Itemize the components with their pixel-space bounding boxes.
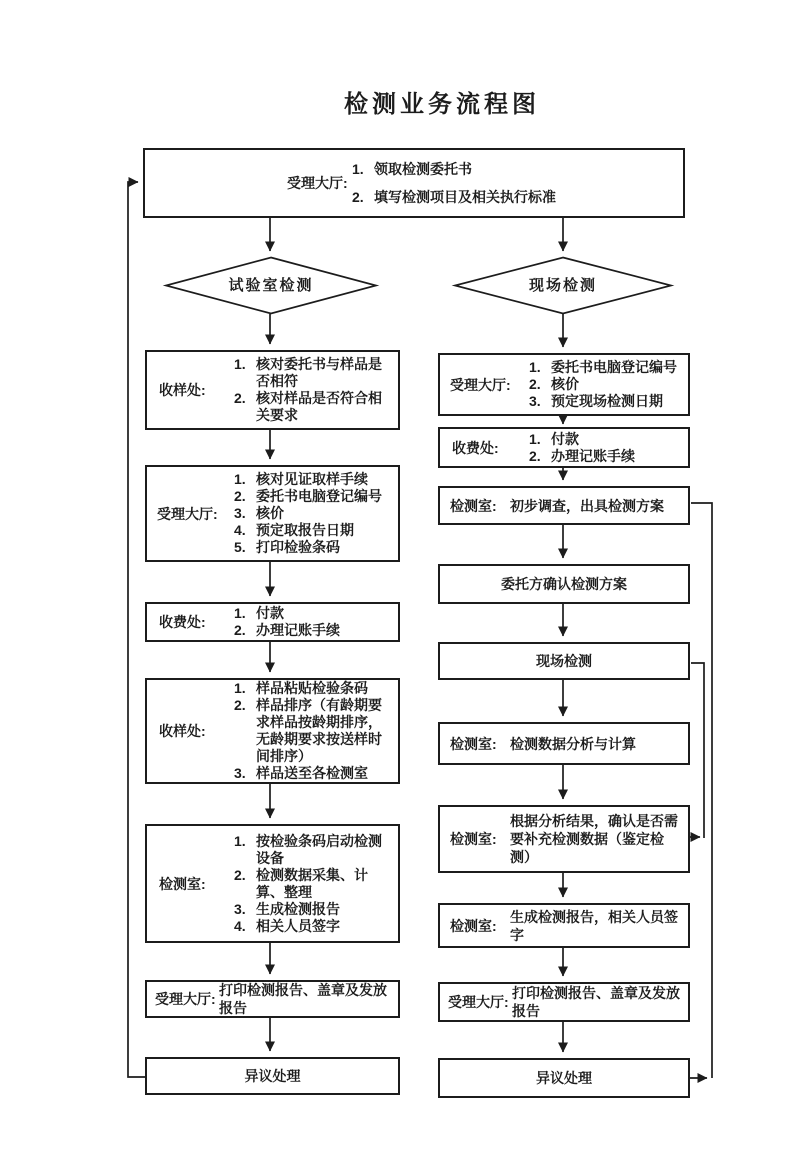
box-label: 收样处: — [159, 723, 206, 739]
item-number: 3. — [529, 393, 541, 409]
step-list — [352, 150, 683, 216]
item-number: 2. — [352, 189, 364, 205]
loop-supplement-line — [691, 663, 704, 838]
flow-step-item — [234, 488, 394, 505]
item-number: 1. — [529, 359, 541, 375]
item-text: 委托书电脑登记编号 — [551, 359, 677, 375]
flow-step-item — [234, 680, 394, 697]
item-text: 填写检测项目及相关执行标准 — [374, 189, 556, 205]
flow-step-item — [234, 471, 394, 488]
step-list — [529, 431, 688, 465]
box-report-issue-left — [145, 980, 400, 1018]
loop-objection-left-to-top — [128, 182, 145, 1077]
box-report-sign — [438, 903, 690, 948]
box-reception-right — [438, 353, 690, 416]
item-number: 2. — [234, 622, 246, 638]
item-number: 2. — [234, 390, 246, 406]
box-label: 收样处: — [159, 382, 206, 398]
step-list — [234, 471, 398, 556]
box-label: 检测室: — [450, 735, 497, 752]
box-label: 受理大厅: — [450, 376, 511, 393]
diamond-label-lab: 试验室检测 — [228, 276, 314, 294]
item-number: 3. — [234, 765, 246, 781]
item-number: 2. — [234, 866, 246, 883]
item-number: 1. — [234, 680, 246, 696]
item-number: 1. — [234, 471, 246, 487]
box-cashier-left — [145, 602, 400, 642]
flow-step-item — [234, 918, 394, 935]
item-text: 预定现场检测日期 — [551, 393, 663, 409]
box-label: 收费处: — [452, 439, 499, 456]
page-title: 检测业务流程图 — [344, 91, 540, 118]
flow-step-item — [352, 160, 679, 178]
flow-step-item — [529, 431, 684, 448]
box-label: 受理大厅: — [155, 991, 216, 1007]
item-text: 委托书电脑登记编号 — [256, 488, 382, 504]
box-text: 打印检测报告、盖章及发放报告 — [219, 982, 387, 1016]
item-text: 核价 — [256, 505, 284, 521]
box-lab-testing — [145, 824, 400, 943]
box-text: 生成检测报告，相关人员签字 — [510, 908, 678, 943]
box-label: 受理大厅: — [287, 175, 348, 191]
step-list — [234, 356, 398, 424]
flow-step-item — [234, 505, 394, 522]
item-text: 核对见证取样手续 — [256, 471, 368, 487]
item-text: 领取检测委托书 — [374, 161, 472, 177]
box-objection-left — [145, 1057, 400, 1095]
item-number: 2. — [529, 447, 541, 464]
flow-step-item — [234, 765, 394, 782]
box-reception-top — [143, 148, 685, 218]
item-number: 4. — [234, 522, 246, 538]
box-text: 委托方确认检测方案 — [501, 576, 627, 592]
box-report-issue-right — [438, 982, 690, 1022]
box-text: 初步调查，出具检测方案 — [510, 497, 664, 514]
item-text: 付款 — [551, 430, 579, 447]
box-text: 现场检测 — [536, 653, 592, 669]
item-text: 样品粘贴检验条码 — [256, 680, 368, 696]
item-text: 样品排序（有龄期要求样品按龄期排序，无龄期要求按送样时间排序） — [256, 697, 382, 764]
item-number: 1. — [352, 161, 364, 177]
item-text: 样品送至各检测室 — [256, 765, 368, 781]
box-preliminary-survey — [438, 486, 690, 525]
item-text: 生成检测报告 — [256, 900, 340, 917]
box-text: 打印检测报告、盖章及发放报告 — [512, 985, 680, 1019]
flow-step-item — [234, 697, 394, 765]
box-label: 检测室: — [450, 497, 497, 514]
box-label: 检测室: — [450, 917, 497, 934]
flow-step-item — [529, 393, 684, 410]
box-field-testing — [438, 642, 690, 680]
flow-step-item — [234, 605, 394, 622]
step-list — [234, 605, 398, 639]
flow-step-item — [234, 901, 394, 918]
box-reception-register — [145, 465, 400, 562]
item-text: 核价 — [551, 376, 579, 392]
item-text: 预定取报告日期 — [256, 522, 354, 538]
item-text: 付款 — [256, 605, 284, 621]
loop-objection-right-line — [691, 503, 712, 1078]
flow-step-item — [529, 376, 684, 393]
box-text: 异议处理 — [244, 1068, 301, 1084]
box-text: 异议处理 — [536, 1070, 592, 1086]
box-text: 根据分析结果，确认是否需要补充检测数据（鉴定检测） — [510, 813, 678, 865]
item-text: 按检验条码启动检测设备 — [256, 832, 382, 866]
flow-step-item — [234, 867, 394, 901]
box-client-confirm — [438, 564, 690, 604]
item-text: 办理记账手续 — [551, 447, 635, 464]
item-number: 1. — [234, 605, 246, 621]
flow-step-item — [234, 833, 394, 867]
box-objection-right — [438, 1058, 690, 1098]
flow-step-item — [529, 359, 684, 376]
item-number: 2. — [234, 697, 246, 713]
flow-step-item — [234, 356, 394, 390]
item-number: 5. — [234, 539, 246, 555]
step-list — [529, 359, 688, 410]
flow-step-item — [234, 622, 394, 639]
item-number: 1. — [234, 832, 246, 849]
item-text: 相关人员签字 — [256, 917, 340, 934]
flow-step-item — [529, 448, 684, 465]
box-label: 受理大厅: — [448, 994, 509, 1010]
box-label: 检测室: — [159, 875, 206, 892]
flow-step-item — [234, 522, 394, 539]
box-label: 检测室: — [450, 831, 497, 847]
item-text: 办理记账手续 — [256, 622, 340, 638]
item-number: 3. — [234, 505, 246, 521]
box-label: 收费处: — [159, 614, 206, 630]
item-text: 核对委托书与样品是否相符 — [256, 356, 382, 389]
box-sample-sort — [145, 678, 400, 784]
flow-step-item — [234, 539, 394, 556]
flow-step-item — [234, 390, 394, 424]
diamond-label-field: 现场检测 — [528, 276, 597, 294]
item-text: 检测数据采集、计算、整理 — [256, 866, 368, 900]
item-number: 2. — [529, 376, 541, 392]
step-list — [234, 680, 398, 782]
item-number: 3. — [234, 900, 246, 917]
box-cashier-right — [438, 427, 690, 468]
item-number: 2. — [234, 488, 246, 504]
box-supplement-check — [438, 805, 690, 873]
box-text: 检测数据分析与计算 — [510, 735, 636, 752]
flow-step-item — [352, 188, 679, 206]
item-text: 打印检验条码 — [256, 539, 340, 555]
item-text: 核对样品是否符合相关要求 — [256, 390, 382, 423]
item-number: 1. — [234, 356, 246, 372]
item-number: 4. — [234, 917, 246, 934]
item-number: 1. — [529, 430, 541, 447]
step-list — [234, 833, 398, 935]
box-data-analysis — [438, 722, 690, 765]
box-label: 受理大厅: — [157, 505, 218, 522]
box-sample-check — [145, 350, 400, 430]
